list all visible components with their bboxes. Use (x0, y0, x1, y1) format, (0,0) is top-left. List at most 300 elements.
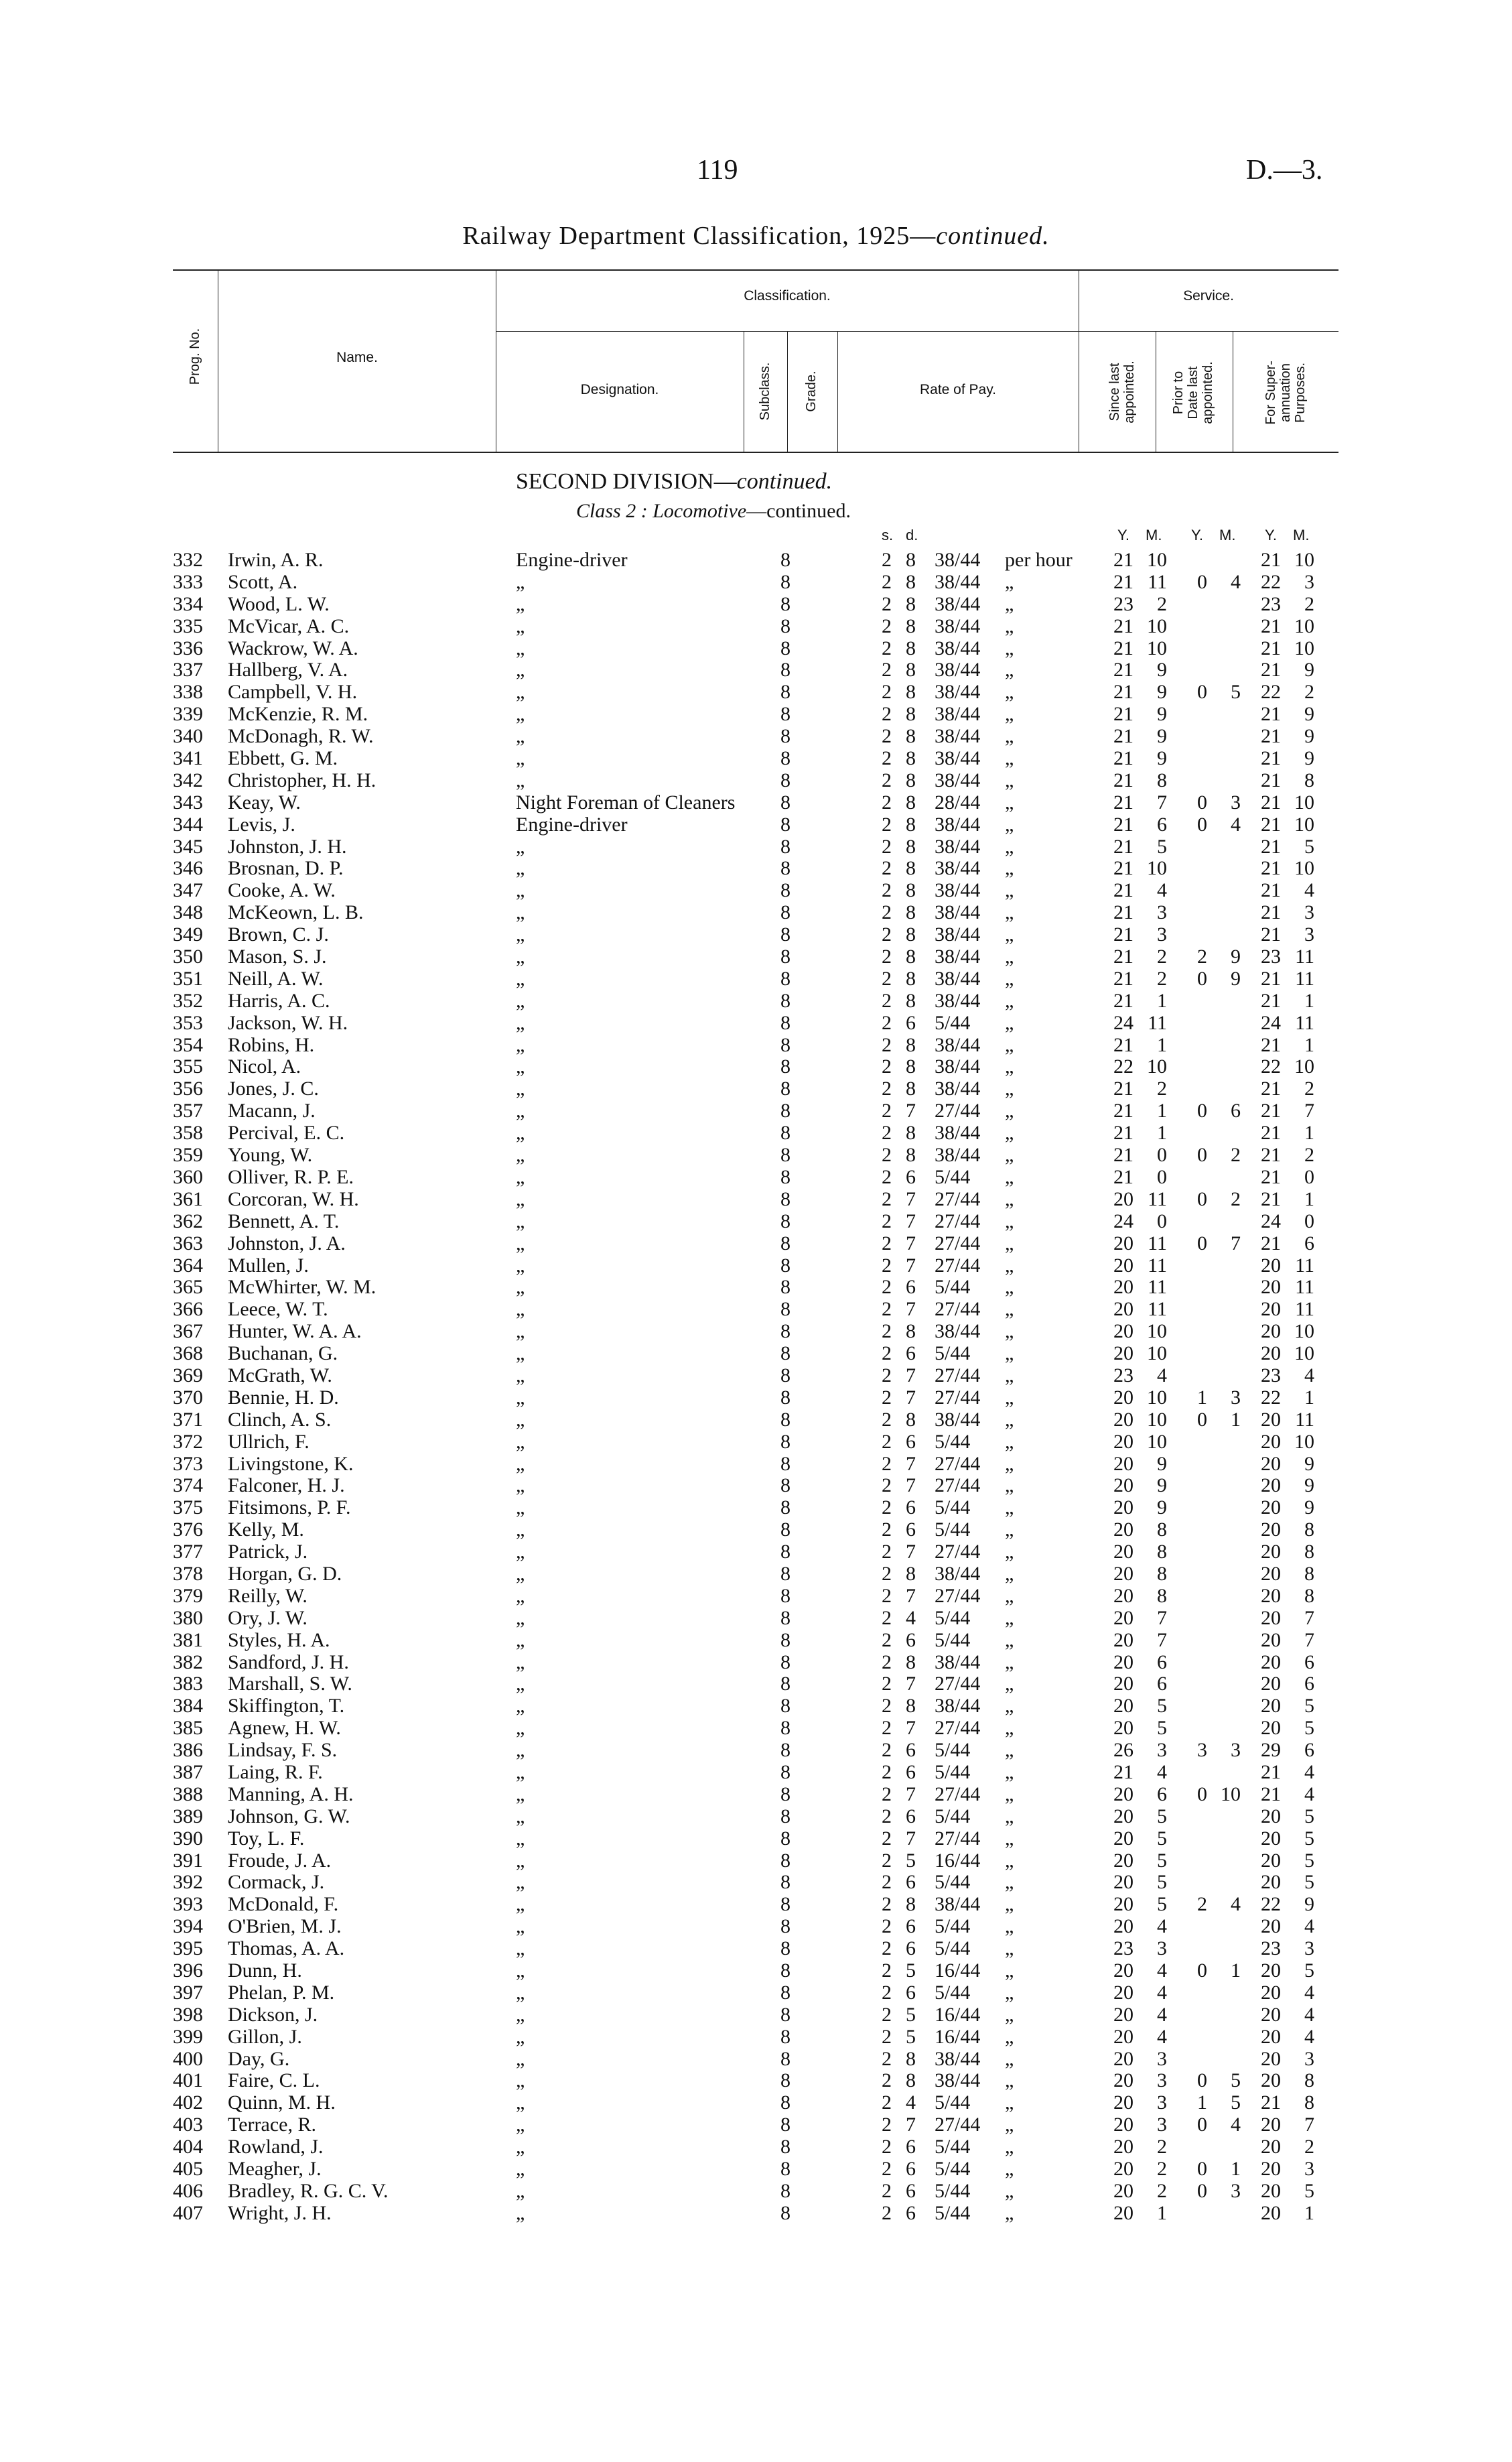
cell-prior-years: 1 (1197, 1386, 1207, 1409)
cell-designation: „ (516, 1606, 525, 1629)
cell-super-months: 2 (1304, 1144, 1314, 1167)
cell-rate-pence: 6 (906, 1937, 916, 1960)
cell-rate-period: „ (1005, 901, 1014, 924)
cell-prog-no: 363 (173, 1232, 203, 1254)
cell-super-months: 4 (1304, 1915, 1314, 1938)
cell-name: Jackson, W. H. (228, 1011, 348, 1034)
cell-name: Day, G. (228, 2047, 290, 2070)
cell-rate-shillings: 2 (882, 1165, 892, 1188)
cell-rate-period: „ (1005, 1276, 1014, 1299)
table-row (0, 1982, 1512, 2004)
cell-super-years: 20 (1261, 2047, 1281, 2070)
header-bottom-rule (173, 452, 1338, 453)
cell-super-months: 0 (1304, 1210, 1314, 1232)
cell-since-years: 26 (1113, 1739, 1133, 1762)
cell-designation: „ (516, 1871, 525, 1894)
cell-name: Levis, J. (228, 813, 295, 836)
cell-name: Keay, W. (228, 791, 301, 814)
table-row (0, 1563, 1512, 1585)
cell-rate-shillings: 2 (882, 1695, 892, 1718)
cell-since-months: 5 (1157, 1717, 1167, 1740)
cell-name: Rowland, J. (228, 2136, 324, 2158)
cell-rate-shillings: 2 (882, 1011, 892, 1034)
cell-name: Brown, C. J. (228, 923, 329, 946)
cell-prog-no: 403 (173, 2114, 203, 2136)
cell-since-years: 20 (1113, 1254, 1133, 1277)
cell-rate-period: „ (1005, 769, 1014, 791)
cell-rate-pence: 6 (906, 1276, 916, 1299)
cell-rate-shillings: 2 (882, 1981, 892, 2004)
cell-subclass: 8 (780, 2069, 791, 2092)
cell-rate-fraction: 38/44 (935, 769, 981, 791)
cell-super-months: 2 (1304, 1078, 1314, 1100)
cell-subclass: 8 (780, 1739, 791, 1762)
cell-super-years: 20 (1261, 1628, 1281, 1651)
cell-subclass: 8 (780, 1364, 791, 1386)
cell-rate-pence: 8 (906, 1033, 916, 1056)
cell-rate-period: „ (1005, 1298, 1014, 1321)
cell-since-months: 2 (1157, 946, 1167, 968)
cell-name: McWhirter, W. M. (228, 1276, 376, 1299)
cell-rate-fraction: 38/44 (935, 946, 981, 968)
table-row (0, 1343, 1512, 1365)
cell-prog-no: 334 (173, 592, 203, 615)
cell-rate-pence: 7 (906, 1386, 916, 1409)
cell-name: Percival, E. C. (228, 1122, 345, 1145)
cell-name: Falconer, H. J. (228, 1474, 345, 1497)
cell-super-months: 11 (1295, 1011, 1314, 1034)
cell-super-years: 24 (1261, 1210, 1281, 1232)
cell-rate-fraction: 38/44 (935, 989, 981, 1012)
cell-name: Horgan, G. D. (228, 1562, 342, 1585)
cell-rate-fraction: 28/44 (935, 791, 981, 814)
cell-rate-period: „ (1005, 1254, 1014, 1277)
cell-super-months: 9 (1304, 703, 1314, 726)
cell-since-months: 2 (1157, 1078, 1167, 1100)
cell-subclass: 8 (780, 1650, 791, 1673)
cell-subclass: 8 (780, 2136, 791, 2158)
table-row (0, 704, 1512, 726)
cell-name: Ullrich, F. (228, 1430, 310, 1453)
cell-super-months: 7 (1304, 1100, 1314, 1122)
header-subclass: Subclass. (758, 362, 772, 421)
table-row (0, 549, 1512, 572)
cell-rate-shillings: 2 (882, 1541, 892, 1563)
cell-rate-fraction: 38/44 (935, 614, 981, 637)
cell-rate-pence: 8 (906, 1562, 916, 1585)
cell-rate-pence: 7 (906, 1584, 916, 1607)
cell-designation: „ (516, 1078, 525, 1100)
cell-designation: „ (516, 1760, 525, 1783)
cell-rate-fraction: 27/44 (935, 1298, 981, 1321)
cell-super-months: 11 (1295, 1298, 1314, 1321)
cell-rate-shillings: 2 (882, 2091, 892, 2114)
cell-super-years: 20 (1261, 1408, 1281, 1431)
cell-since-years: 20 (1113, 1496, 1133, 1519)
cell-rate-period: „ (1005, 1915, 1014, 1938)
cell-since-months: 5 (1157, 1827, 1167, 1850)
cell-rate-period: „ (1005, 2091, 1014, 2114)
cell-since-months: 8 (1157, 1518, 1167, 1541)
cell-rate-shillings: 2 (882, 570, 892, 593)
cell-rate-period: „ (1005, 681, 1014, 704)
page-title (0, 221, 1512, 251)
cell-prog-no: 390 (173, 1827, 203, 1850)
cell-rate-pence: 8 (906, 1650, 916, 1673)
cell-since-months: 10 (1147, 1408, 1167, 1431)
cell-super-months: 10 (1294, 637, 1314, 659)
cell-super-years: 20 (1261, 1541, 1281, 1563)
cell-rate-period: „ (1005, 1871, 1014, 1894)
cell-rate-fraction: 5/44 (935, 1518, 971, 1541)
cell-rate-fraction: 5/44 (935, 1496, 971, 1519)
cell-super-months: 9 (1304, 659, 1314, 682)
cell-super-months: 10 (1294, 1320, 1314, 1343)
cell-name: McGrath, W. (228, 1364, 332, 1386)
cell-since-months: 11 (1148, 1011, 1167, 1034)
cell-rate-shillings: 2 (882, 1739, 892, 1762)
cell-rate-fraction: 5/44 (935, 1937, 971, 1960)
cell-subclass: 8 (780, 1187, 791, 1210)
class-heading (576, 500, 851, 523)
cell-super-months: 4 (1304, 2025, 1314, 2048)
cell-rate-period: „ (1005, 1210, 1014, 1232)
cell-subclass: 8 (780, 659, 791, 682)
cell-designation: „ (516, 1717, 525, 1740)
cell-since-months: 11 (1148, 1187, 1167, 1210)
cell-super-months: 2 (1304, 2136, 1314, 2158)
cell-rate-pence: 6 (906, 1518, 916, 1541)
cell-super-years: 21 (1261, 791, 1281, 814)
cell-rate-fraction: 38/44 (935, 967, 981, 990)
cell-super-years: 21 (1261, 703, 1281, 726)
cell-rate-pence: 8 (906, 2047, 916, 2070)
cell-super-years: 20 (1261, 2069, 1281, 2092)
cell-name: Manning, A. H. (228, 1783, 354, 1805)
table-row (0, 1916, 1512, 1938)
cell-prog-no: 354 (173, 1033, 203, 1056)
cell-rate-shillings: 2 (882, 1342, 892, 1365)
cell-rate-fraction: 27/44 (935, 1386, 981, 1409)
table-row (0, 1894, 1512, 1916)
cell-rate-pence: 8 (906, 747, 916, 770)
classification-table-body (0, 549, 1512, 2225)
cell-rate-shillings: 2 (882, 1386, 892, 1409)
cell-since-months: 7 (1157, 1628, 1167, 1651)
cell-rate-fraction: 38/44 (935, 592, 981, 615)
cell-rate-pence: 7 (906, 1364, 916, 1386)
cell-rate-pence: 8 (906, 1078, 916, 1100)
col-rule-4 (787, 331, 788, 452)
cell-since-years: 20 (1113, 1849, 1133, 1872)
cell-since-years: 21 (1113, 747, 1133, 770)
cell-super-months: 10 (1294, 1342, 1314, 1365)
cell-since-years: 20 (1113, 1342, 1133, 1365)
table-row (0, 1718, 1512, 1740)
table-row (0, 1056, 1512, 1078)
cell-rate-pence: 6 (906, 1981, 916, 2004)
cell-designation: „ (516, 2047, 525, 2070)
cell-super-years: 21 (1261, 923, 1281, 946)
cell-since-years: 24 (1113, 1011, 1133, 1034)
cell-since-years: 21 (1113, 614, 1133, 637)
table-row (0, 814, 1512, 836)
cell-rate-fraction: 16/44 (935, 2025, 981, 2048)
cell-designation: „ (516, 1364, 525, 1386)
cell-designation: „ (516, 614, 525, 637)
table-row (0, 1409, 1512, 1431)
cell-designation: „ (516, 1386, 525, 1409)
cell-rate-shillings: 2 (882, 1915, 892, 1938)
cell-rate-pence: 8 (906, 1144, 916, 1167)
table-row (0, 1100, 1512, 1122)
cell-since-months: 3 (1157, 2091, 1167, 2114)
cell-since-months: 9 (1157, 725, 1167, 748)
cell-super-months: 8 (1304, 769, 1314, 791)
cell-subclass: 8 (780, 1937, 791, 1960)
cell-prog-no: 337 (173, 659, 203, 682)
cell-rate-pence: 7 (906, 1452, 916, 1475)
cell-rate-pence: 5 (906, 2003, 916, 2026)
cell-subclass: 8 (780, 791, 791, 814)
cell-designation: „ (516, 681, 525, 704)
cell-since-years: 20 (1113, 2201, 1133, 2224)
cell-rate-fraction: 38/44 (935, 1055, 981, 1078)
cell-rate-period: „ (1005, 1430, 1014, 1453)
cell-subclass: 8 (780, 1144, 791, 1167)
cell-since-years: 20 (1113, 1695, 1133, 1718)
cell-rate-period: „ (1005, 1187, 1014, 1210)
cell-subclass: 8 (780, 967, 791, 990)
cell-super-months: 4 (1304, 1783, 1314, 1805)
cell-super-months: 5 (1304, 1871, 1314, 1894)
table-row (0, 1608, 1512, 1630)
cell-since-years: 21 (1113, 946, 1133, 968)
cell-rate-fraction: 16/44 (935, 1849, 981, 1872)
cell-rate-pence: 6 (906, 1805, 916, 1827)
table-row (0, 968, 1512, 990)
cell-since-months: 9 (1157, 659, 1167, 682)
cell-rate-pence: 6 (906, 2136, 916, 2158)
cell-prog-no: 371 (173, 1408, 203, 1431)
cell-subclass: 8 (780, 592, 791, 615)
cell-rate-period: „ (1005, 1562, 1014, 1585)
cell-designation: „ (516, 1937, 525, 1960)
cell-prog-no: 347 (173, 879, 203, 902)
cell-subclass: 8 (780, 1254, 791, 1277)
cell-rate-pence: 8 (906, 1893, 916, 1916)
cell-name: Froude, J. A. (228, 1849, 332, 1872)
cell-rate-fraction: 5/44 (935, 1871, 971, 1894)
cell-subclass: 8 (780, 614, 791, 637)
cell-rate-period: „ (1005, 1628, 1014, 1651)
cell-rate-shillings: 2 (882, 659, 892, 682)
cell-since-months: 5 (1157, 1805, 1167, 1827)
cell-rate-period: „ (1005, 1650, 1014, 1673)
cell-subclass: 8 (780, 1232, 791, 1254)
table-row (0, 2049, 1512, 2071)
cell-rate-pence: 8 (906, 989, 916, 1012)
cell-rate-shillings: 2 (882, 1518, 892, 1541)
cell-prior-months: 3 (1231, 1386, 1241, 1409)
table-row (0, 924, 1512, 946)
cell-rate-fraction: 27/44 (935, 1474, 981, 1497)
header-service: Service. (1183, 288, 1234, 304)
cell-prog-no: 360 (173, 1165, 203, 1188)
cell-rate-period: „ (1005, 1827, 1014, 1850)
cell-rate-period: „ (1005, 592, 1014, 615)
cell-designation: „ (516, 747, 525, 770)
cell-prior-months: 9 (1231, 967, 1241, 990)
cell-prior-years: 0 (1197, 1232, 1207, 1254)
table-row (0, 2004, 1512, 2026)
cell-prior-months: 9 (1231, 946, 1241, 968)
cell-since-months: 11 (1148, 570, 1167, 593)
table-row (0, 1960, 1512, 1982)
cell-rate-shillings: 2 (882, 614, 892, 637)
table-row (0, 1784, 1512, 1806)
cell-super-years: 21 (1261, 835, 1281, 858)
cell-super-months: 6 (1304, 1232, 1314, 1254)
cell-since-months: 5 (1157, 1849, 1167, 1872)
cell-rate-period: „ (1005, 1011, 1014, 1034)
cell-super-years: 20 (1261, 1254, 1281, 1277)
cell-super-months: 10 (1294, 614, 1314, 637)
cell-prior-years: 0 (1197, 813, 1207, 836)
cell-rate-period: „ (1005, 1033, 1014, 1056)
cell-prog-no: 349 (173, 923, 203, 946)
cell-rate-pence: 6 (906, 1011, 916, 1034)
cell-super-months: 9 (1304, 1452, 1314, 1475)
cell-super-months: 3 (1304, 2047, 1314, 2070)
cell-prog-no: 375 (173, 1496, 203, 1519)
table-row (0, 1167, 1512, 1189)
cell-prior-months: 4 (1231, 1893, 1241, 1916)
cell-name: Sandford, J. H. (228, 1650, 349, 1673)
cell-since-months: 0 (1157, 1165, 1167, 1188)
cell-rate-period: „ (1005, 879, 1014, 902)
cell-rate-pence: 8 (906, 791, 916, 814)
cell-designation: „ (516, 1518, 525, 1541)
table-row (0, 1145, 1512, 1167)
cell-since-months: 1 (1157, 2201, 1167, 2224)
cell-super-years: 20 (1261, 1298, 1281, 1321)
table-row (0, 1035, 1512, 1057)
cell-rate-shillings: 2 (882, 835, 892, 858)
cell-rate-period: „ (1005, 2158, 1014, 2181)
cell-name: Johnson, G. W. (228, 1805, 350, 1827)
table-row (0, 1585, 1512, 1608)
cell-rate-pence: 7 (906, 2114, 916, 2136)
cell-designation: „ (516, 946, 525, 968)
cell-super-months: 7 (1304, 1628, 1314, 1651)
cell-prior-months: 4 (1231, 2114, 1241, 2136)
cell-name: Jones, J. C. (228, 1078, 319, 1100)
cell-since-months: 3 (1157, 1739, 1167, 1762)
cell-subclass: 8 (780, 835, 791, 858)
cell-prior-years: 0 (1197, 1783, 1207, 1805)
cell-super-years: 20 (1261, 2201, 1281, 2224)
cell-subclass: 8 (780, 1165, 791, 1188)
cell-rate-pence: 8 (906, 1408, 916, 1431)
cell-prog-no: 405 (173, 2158, 203, 2181)
cell-since-years: 20 (1113, 1232, 1133, 1254)
cell-rate-period: „ (1005, 1165, 1014, 1188)
table-row (0, 990, 1512, 1013)
cell-rate-shillings: 2 (882, 1673, 892, 1695)
cell-rate-fraction: 5/44 (935, 1915, 971, 1938)
cell-designation: „ (516, 2114, 525, 2136)
cell-rate-period: „ (1005, 659, 1014, 682)
cell-super-years: 20 (1261, 1915, 1281, 1938)
cell-subclass: 8 (780, 1717, 791, 1740)
cell-rate-period: „ (1005, 637, 1014, 659)
cell-rate-fraction: 38/44 (935, 703, 981, 726)
cell-rate-pence: 5 (906, 1849, 916, 1872)
cell-rate-fraction: 27/44 (935, 1673, 981, 1695)
cell-designation: „ (516, 1254, 525, 1277)
cell-since-months: 3 (1157, 901, 1167, 924)
cell-super-years: 24 (1261, 1011, 1281, 1034)
cell-since-months: 2 (1157, 967, 1167, 990)
cell-rate-pence: 4 (906, 1606, 916, 1629)
cell-since-months: 2 (1157, 2158, 1167, 2181)
cell-prog-no: 336 (173, 637, 203, 659)
cell-super-months: 11 (1295, 967, 1314, 990)
cell-name: McVicar, A. C. (228, 614, 350, 637)
cell-super-months: 5 (1304, 1695, 1314, 1718)
table-row (0, 1497, 1512, 1519)
cell-since-years: 21 (1113, 879, 1133, 902)
cell-prior-months: 4 (1231, 813, 1241, 836)
cell-super-years: 21 (1261, 1100, 1281, 1122)
cell-rate-fraction: 38/44 (935, 570, 981, 593)
cell-prog-no: 399 (173, 2025, 203, 2048)
section-main: SECOND DIVISION— (516, 469, 737, 494)
cell-rate-shillings: 2 (882, 1298, 892, 1321)
cell-super-years: 23 (1261, 1364, 1281, 1386)
cell-rate-pence: 7 (906, 1783, 916, 1805)
cell-rate-shillings: 2 (882, 1805, 892, 1827)
cell-rate-shillings: 2 (882, 1893, 892, 1916)
cell-subclass: 8 (780, 1673, 791, 1695)
cell-rate-shillings: 2 (882, 857, 892, 880)
cell-subclass: 8 (780, 1518, 791, 1541)
header-grade: Grade. (804, 371, 819, 412)
cell-subclass: 8 (780, 1078, 791, 1100)
cell-rate-fraction: 38/44 (935, 1078, 981, 1100)
cell-rate-fraction: 5/44 (935, 1011, 971, 1034)
cell-rate-fraction: 38/44 (935, 1650, 981, 1673)
cell-rate-period: „ (1005, 1849, 1014, 1872)
cell-rate-shillings: 2 (882, 901, 892, 924)
cell-rate-period: „ (1005, 946, 1014, 968)
cell-prog-no: 379 (173, 1584, 203, 1607)
cell-rate-shillings: 2 (882, 1187, 892, 1210)
cell-subclass: 8 (780, 1298, 791, 1321)
cell-since-months: 5 (1157, 1695, 1167, 1718)
table-row (0, 594, 1512, 616)
cell-super-months: 3 (1304, 923, 1314, 946)
cell-super-months: 4 (1304, 1364, 1314, 1386)
cell-designation: „ (516, 1033, 525, 1056)
cell-rate-fraction: 27/44 (935, 1210, 981, 1232)
cell-subclass: 8 (780, 901, 791, 924)
cell-prog-no: 385 (173, 1717, 203, 1740)
cell-super-years: 21 (1261, 1187, 1281, 1210)
cell-prog-no: 339 (173, 703, 203, 726)
table-row (0, 1255, 1512, 1277)
